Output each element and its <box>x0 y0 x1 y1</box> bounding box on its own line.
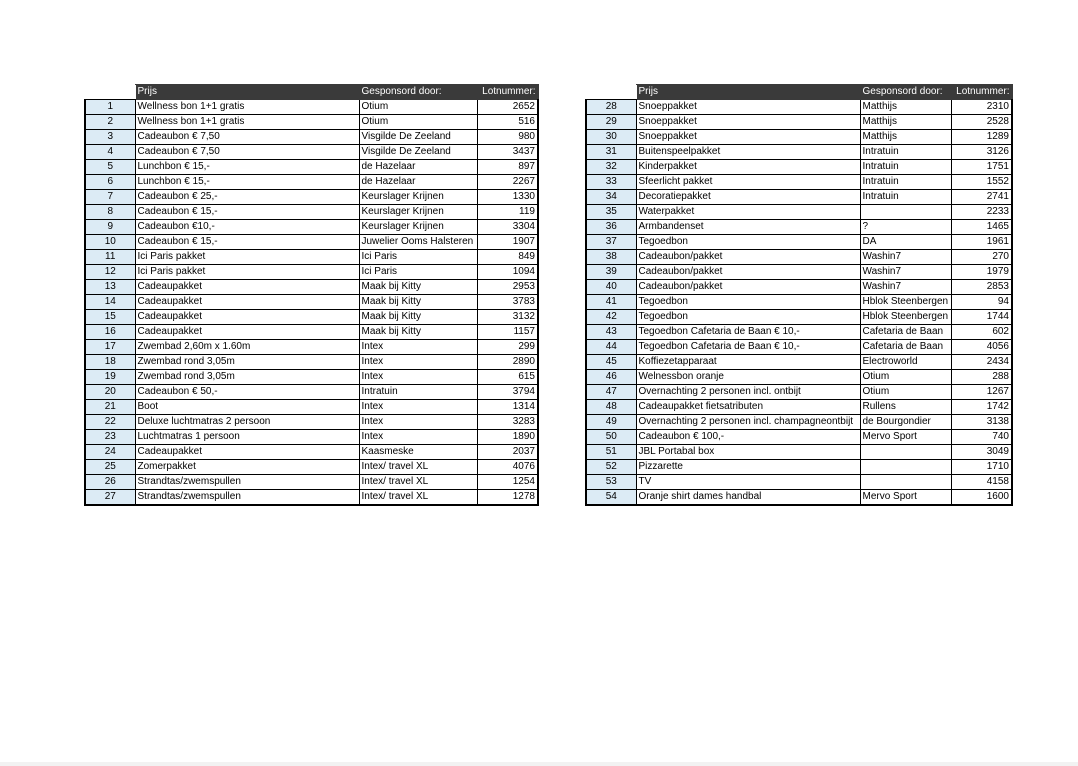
table-row <box>85 220 538 235</box>
page-bottom-edge <box>0 762 1078 766</box>
prize-column-header: Prijs <box>636 85 860 100</box>
prize-name-cell: Cadeaubon € 50,- <box>135 385 359 400</box>
prize-name-cell: Zomerpakket <box>135 460 359 475</box>
sponsor-cell: Electroworld <box>860 355 951 370</box>
prize-number-cell: 26 <box>85 475 135 490</box>
number-column-header <box>586 85 636 100</box>
sponsor-cell <box>860 460 951 475</box>
table-row <box>586 265 1012 280</box>
sponsor-cell: Keurslager Krijnen <box>359 190 477 205</box>
prize-name-cell: Cadeaubon € 25,- <box>135 190 359 205</box>
prize-name-cell: Zwembad 2,60m x 1.60m <box>135 340 359 355</box>
lot-number-cell: 299 <box>477 340 538 355</box>
prize-number-cell: 31 <box>586 145 636 160</box>
sponsor-cell <box>860 475 951 490</box>
table-row <box>586 220 1012 235</box>
prize-name-cell: Boot <box>135 400 359 415</box>
lot-number-cell: 270 <box>951 250 1012 265</box>
prize-number-cell: 10 <box>85 235 135 250</box>
prize-number-cell: 4 <box>85 145 135 160</box>
table-row <box>85 325 538 340</box>
prize-name-cell: Cadeaubon € 15,- <box>135 235 359 250</box>
sponsor-cell: Intex/ travel XL <box>359 460 477 475</box>
sponsor-column-header: Gesponsord door: <box>860 85 951 100</box>
table-row <box>586 430 1012 445</box>
prize-name-cell: Wellness bon 1+1 gratis <box>135 115 359 130</box>
prize-name-cell: JBL Portabal box <box>636 445 860 460</box>
prize-number-cell: 35 <box>586 205 636 220</box>
lot-number-cell: 3437 <box>477 145 538 160</box>
sponsor-cell: Cafetaria de Baan <box>860 340 951 355</box>
table-row <box>586 370 1012 385</box>
table-row <box>85 310 538 325</box>
table-row <box>586 235 1012 250</box>
prize-name-cell: Cadeaubon/pakket <box>636 280 860 295</box>
lot-number-cell: 516 <box>477 115 538 130</box>
prize-number-cell: 40 <box>586 280 636 295</box>
sponsor-cell: Mervo Sport <box>860 490 951 506</box>
prize-number-cell: 14 <box>85 295 135 310</box>
prize-name-cell: Tegoedbon <box>636 310 860 325</box>
prize-number-cell: 13 <box>85 280 135 295</box>
table-row <box>85 445 538 460</box>
prize-number-cell: 30 <box>586 130 636 145</box>
prize-number-cell: 6 <box>85 175 135 190</box>
prize-name-cell: Ici Paris pakket <box>135 250 359 265</box>
table-row <box>586 490 1012 506</box>
lot-number-cell: 3283 <box>477 415 538 430</box>
table-row <box>586 310 1012 325</box>
prize-name-cell: Waterpakket <box>636 205 860 220</box>
lot-number-cell: 4056 <box>951 340 1012 355</box>
sponsor-cell: Kaasmeske <box>359 445 477 460</box>
sponsor-cell: DA <box>860 235 951 250</box>
lot-number-cell: 1330 <box>477 190 538 205</box>
prize-name-cell: Lunchbon € 15,- <box>135 160 359 175</box>
prize-number-cell: 8 <box>85 205 135 220</box>
sponsor-column-header: Gesponsord door: <box>359 85 477 100</box>
table-row <box>586 325 1012 340</box>
sponsor-cell: Visgilde De Zeeland <box>359 130 477 145</box>
number-column-header <box>85 85 135 100</box>
header-row <box>586 85 1012 100</box>
lot-number-cell: 288 <box>951 370 1012 385</box>
prize-name-cell: Luchtmatras 1 persoon <box>135 430 359 445</box>
prize-name-cell: Overnachting 2 personen incl. champagneontbijt <box>636 415 860 430</box>
sponsor-cell: Intex <box>359 370 477 385</box>
lot-number-cell: 4076 <box>477 460 538 475</box>
table-row <box>85 400 538 415</box>
sponsor-cell: Matthijs <box>860 100 951 115</box>
lot-number-cell: 1890 <box>477 430 538 445</box>
prize-number-cell: 52 <box>586 460 636 475</box>
prize-number-cell: 19 <box>85 370 135 385</box>
prize-name-cell: Lunchbon € 15,- <box>135 175 359 190</box>
lot-number-cell: 119 <box>477 205 538 220</box>
lot-number-cell: 2434 <box>951 355 1012 370</box>
prize-number-cell: 17 <box>85 340 135 355</box>
lot-number-cell: 3794 <box>477 385 538 400</box>
table-row <box>586 175 1012 190</box>
table-row <box>85 115 538 130</box>
table-row <box>586 400 1012 415</box>
lot-number-cell: 3304 <box>477 220 538 235</box>
sponsor-cell: Washin7 <box>860 280 951 295</box>
prize-number-cell: 24 <box>85 445 135 460</box>
lot-number-cell: 1742 <box>951 400 1012 415</box>
sponsor-cell: Otium <box>359 115 477 130</box>
prize-name-cell: Tegoedbon Cafetaria de Baan € 10,- <box>636 340 860 355</box>
prize-number-cell: 25 <box>85 460 135 475</box>
lot-number-cell: 2037 <box>477 445 538 460</box>
prize-number-cell: 23 <box>85 430 135 445</box>
sponsor-cell: de Hazelaar <box>359 175 477 190</box>
sponsor-cell: Intratuin <box>359 385 477 400</box>
table-row <box>586 445 1012 460</box>
prize-number-cell: 32 <box>586 160 636 175</box>
prize-name-cell: Cadeaupakket <box>135 445 359 460</box>
prize-table-right <box>585 84 1013 506</box>
prize-number-cell: 47 <box>586 385 636 400</box>
prize-number-cell: 2 <box>85 115 135 130</box>
sponsor-cell: Hblok Steenbergen <box>860 295 951 310</box>
lot-number-cell: 1600 <box>951 490 1012 506</box>
table-row <box>85 280 538 295</box>
prize-number-cell: 44 <box>586 340 636 355</box>
prize-name-cell: Cadeaubon € 7,50 <box>135 145 359 160</box>
prize-name-cell: Strandtas/zwemspullen <box>135 490 359 506</box>
table-row <box>586 355 1012 370</box>
lot-column-header: Lotnummer: <box>951 85 1012 100</box>
lot-number-cell: 2652 <box>477 100 538 115</box>
sponsor-cell: Intex <box>359 430 477 445</box>
table-row <box>85 370 538 385</box>
sponsor-cell: Intex <box>359 355 477 370</box>
table-row <box>586 190 1012 205</box>
prize-rows <box>85 100 538 506</box>
sponsor-cell: Keurslager Krijnen <box>359 220 477 235</box>
prize-name-cell: Cadeaupakket <box>135 310 359 325</box>
lot-number-cell: 1710 <box>951 460 1012 475</box>
table-row <box>85 205 538 220</box>
prize-number-cell: 38 <box>586 250 636 265</box>
prize-name-cell: Cadeaupakket <box>135 325 359 340</box>
prize-number-cell: 39 <box>586 265 636 280</box>
sponsor-cell: Keurslager Krijnen <box>359 205 477 220</box>
table-row <box>586 130 1012 145</box>
sponsor-cell: Otium <box>860 385 951 400</box>
table-row <box>586 145 1012 160</box>
lot-number-cell: 1094 <box>477 265 538 280</box>
prize-name-cell: Zwembad rond 3,05m <box>135 355 359 370</box>
table-row <box>85 265 538 280</box>
prize-number-cell: 45 <box>586 355 636 370</box>
lot-number-cell: 2890 <box>477 355 538 370</box>
prize-name-cell: Cadeaupakket <box>135 295 359 310</box>
table-row <box>85 130 538 145</box>
prize-name-cell: Cadeaupakket <box>135 280 359 295</box>
prize-number-cell: 33 <box>586 175 636 190</box>
lot-number-cell: 1744 <box>951 310 1012 325</box>
sponsor-cell: Juwelier Ooms Halsteren <box>359 235 477 250</box>
lot-number-cell: 3138 <box>951 415 1012 430</box>
lot-number-cell: 1314 <box>477 400 538 415</box>
lot-number-cell: 3126 <box>951 145 1012 160</box>
prize-name-cell: Snoeppakket <box>636 115 860 130</box>
prize-number-cell: 48 <box>586 400 636 415</box>
sponsor-cell: Otium <box>359 100 477 115</box>
table-row <box>85 250 538 265</box>
sponsor-cell: Washin7 <box>860 250 951 265</box>
lot-number-cell: 2741 <box>951 190 1012 205</box>
prize-name-cell: TV <box>636 475 860 490</box>
prize-name-cell: Ici Paris pakket <box>135 265 359 280</box>
lot-number-cell: 740 <box>951 430 1012 445</box>
sponsor-cell: Otium <box>860 370 951 385</box>
table-row <box>586 415 1012 430</box>
prize-number-cell: 41 <box>586 295 636 310</box>
prize-number-cell: 27 <box>85 490 135 506</box>
prize-number-cell: 28 <box>586 100 636 115</box>
prize-number-cell: 5 <box>85 160 135 175</box>
table-row <box>85 430 538 445</box>
prize-table-left <box>84 84 539 506</box>
lot-number-cell: 1751 <box>951 160 1012 175</box>
prize-number-cell: 1 <box>85 100 135 115</box>
prize-number-cell: 15 <box>85 310 135 325</box>
sponsor-cell: Maak bij Kitty <box>359 295 477 310</box>
prize-number-cell: 36 <box>586 220 636 235</box>
prize-name-cell: Wellness bon 1+1 gratis <box>135 100 359 115</box>
prize-number-cell: 9 <box>85 220 135 235</box>
prize-number-cell: 29 <box>586 115 636 130</box>
prize-number-cell: 11 <box>85 250 135 265</box>
table-row <box>586 250 1012 265</box>
lot-number-cell: 1465 <box>951 220 1012 235</box>
sponsor-cell: Cafetaria de Baan <box>860 325 951 340</box>
lot-number-cell: 1157 <box>477 325 538 340</box>
sponsor-cell <box>860 205 951 220</box>
lot-number-cell: 3783 <box>477 295 538 310</box>
prize-number-cell: 20 <box>85 385 135 400</box>
lot-number-cell: 1979 <box>951 265 1012 280</box>
sponsor-cell: ? <box>860 220 951 235</box>
table-row <box>85 295 538 310</box>
lot-number-cell: 1267 <box>951 385 1012 400</box>
sponsor-cell: Intex <box>359 415 477 430</box>
prize-name-cell: Cadeaubon/pakket <box>636 250 860 265</box>
prize-name-cell: Buitenspeelpakket <box>636 145 860 160</box>
prize-number-cell: 21 <box>85 400 135 415</box>
prize-number-cell: 42 <box>586 310 636 325</box>
lot-number-cell: 849 <box>477 250 538 265</box>
table-row <box>85 460 538 475</box>
prize-name-cell: Koffiezetapparaat <box>636 355 860 370</box>
prize-number-cell: 18 <box>85 355 135 370</box>
table-row <box>85 235 538 250</box>
sponsor-cell: Hblok Steenbergen <box>860 310 951 325</box>
prize-number-cell: 16 <box>85 325 135 340</box>
lot-number-cell: 2233 <box>951 205 1012 220</box>
lot-number-cell: 2310 <box>951 100 1012 115</box>
prize-name-cell: Sfeerlicht pakket <box>636 175 860 190</box>
sponsor-cell: Matthijs <box>860 130 951 145</box>
prize-name-cell: Decoratiepakket <box>636 190 860 205</box>
table-row <box>85 385 538 400</box>
lot-number-cell: 3049 <box>951 445 1012 460</box>
prize-column-header: Prijs <box>135 85 359 100</box>
table-row <box>586 475 1012 490</box>
table-row <box>586 160 1012 175</box>
lot-column-header: Lotnummer: <box>477 85 538 100</box>
lot-number-cell: 3132 <box>477 310 538 325</box>
lot-number-cell: 2953 <box>477 280 538 295</box>
table-row <box>586 295 1012 310</box>
sponsor-cell: Matthijs <box>860 115 951 130</box>
sponsor-cell <box>860 445 951 460</box>
table-row <box>586 460 1012 475</box>
sponsor-cell: Intratuin <box>860 175 951 190</box>
sponsor-cell: de Bourgondier <box>860 415 951 430</box>
sponsor-cell: de Hazelaar <box>359 160 477 175</box>
prize-number-cell: 54 <box>586 490 636 506</box>
prize-number-cell: 3 <box>85 130 135 145</box>
prize-name-cell: Tegoedbon <box>636 295 860 310</box>
prize-number-cell: 12 <box>85 265 135 280</box>
prize-number-cell: 7 <box>85 190 135 205</box>
prize-name-cell: Welnessbon oranje <box>636 370 860 385</box>
lot-number-cell: 1907 <box>477 235 538 250</box>
prize-number-cell: 22 <box>85 415 135 430</box>
prize-name-cell: Armbandenset <box>636 220 860 235</box>
prize-name-cell: Cadeaupakket fietsatributen <box>636 400 860 415</box>
table-row <box>586 385 1012 400</box>
lot-number-cell: 615 <box>477 370 538 385</box>
lot-number-cell: 980 <box>477 130 538 145</box>
table-row <box>586 280 1012 295</box>
prize-name-cell: Strandtas/zwemspullen <box>135 475 359 490</box>
sponsor-cell: Visgilde De Zeeland <box>359 145 477 160</box>
table-row <box>85 475 538 490</box>
lot-number-cell: 2853 <box>951 280 1012 295</box>
header-row <box>85 85 538 100</box>
sponsor-cell: Maak bij Kitty <box>359 280 477 295</box>
table-row <box>85 490 538 506</box>
table-row <box>586 205 1012 220</box>
lot-number-cell: 1289 <box>951 130 1012 145</box>
prize-rows <box>586 100 1012 506</box>
table-row <box>85 160 538 175</box>
sponsor-cell: Maak bij Kitty <box>359 310 477 325</box>
prize-number-cell: 43 <box>586 325 636 340</box>
sponsor-cell: Rullens <box>860 400 951 415</box>
lot-number-cell: 4158 <box>951 475 1012 490</box>
prize-number-cell: 37 <box>586 235 636 250</box>
prize-name-cell: Oranje shirt dames handbal <box>636 490 860 506</box>
sponsor-cell: Mervo Sport <box>860 430 951 445</box>
table-row <box>85 415 538 430</box>
prize-name-cell: Snoeppakket <box>636 130 860 145</box>
sponsor-cell: Intex/ travel XL <box>359 475 477 490</box>
table-row <box>85 355 538 370</box>
prize-name-cell: Cadeaubon/pakket <box>636 265 860 280</box>
prize-name-cell: Zwembad rond 3,05m <box>135 370 359 385</box>
prize-number-cell: 46 <box>586 370 636 385</box>
lot-number-cell: 2267 <box>477 175 538 190</box>
sponsor-cell: Ici Paris <box>359 265 477 280</box>
table-row <box>85 100 538 115</box>
sponsor-cell: Intex/ travel XL <box>359 490 477 506</box>
prize-name-cell: Cadeaubon €10,- <box>135 220 359 235</box>
lot-number-cell: 897 <box>477 160 538 175</box>
sponsor-cell: Intratuin <box>860 145 951 160</box>
prize-name-cell: Cadeaubon € 15,- <box>135 205 359 220</box>
prize-number-cell: 34 <box>586 190 636 205</box>
lot-number-cell: 1254 <box>477 475 538 490</box>
lot-number-cell: 2528 <box>951 115 1012 130</box>
prize-name-cell: Kinderpakket <box>636 160 860 175</box>
table-row <box>85 190 538 205</box>
prize-number-cell: 49 <box>586 415 636 430</box>
sponsor-cell: Intex <box>359 400 477 415</box>
table-row <box>586 100 1012 115</box>
prize-number-cell: 51 <box>586 445 636 460</box>
lot-number-cell: 1961 <box>951 235 1012 250</box>
table-row <box>586 115 1012 130</box>
prize-name-cell: Cadeaubon € 100,- <box>636 430 860 445</box>
table-row <box>85 145 538 160</box>
sponsor-cell: Intratuin <box>860 160 951 175</box>
sponsor-cell: Intex <box>359 340 477 355</box>
table-row <box>586 340 1012 355</box>
sponsor-cell: Washin7 <box>860 265 951 280</box>
lot-number-cell: 602 <box>951 325 1012 340</box>
prize-name-cell: Deluxe luchtmatras 2 persoon <box>135 415 359 430</box>
prize-name-cell: Snoeppakket <box>636 100 860 115</box>
prize-name-cell: Tegoedbon Cafetaria de Baan € 10,- <box>636 325 860 340</box>
table-row <box>85 175 538 190</box>
lot-number-cell: 1552 <box>951 175 1012 190</box>
sponsor-cell: Intratuin <box>860 190 951 205</box>
sponsor-cell: Ici Paris <box>359 250 477 265</box>
lot-number-cell: 94 <box>951 295 1012 310</box>
prize-number-cell: 53 <box>586 475 636 490</box>
sponsor-cell: Maak bij Kitty <box>359 325 477 340</box>
prize-name-cell: Overnachting 2 personen incl. ontbijt <box>636 385 860 400</box>
table-row <box>85 340 538 355</box>
prize-name-cell: Pizzarette <box>636 460 860 475</box>
lot-number-cell: 1278 <box>477 490 538 506</box>
prize-name-cell: Tegoedbon <box>636 235 860 250</box>
prize-number-cell: 50 <box>586 430 636 445</box>
prize-name-cell: Cadeaubon € 7,50 <box>135 130 359 145</box>
